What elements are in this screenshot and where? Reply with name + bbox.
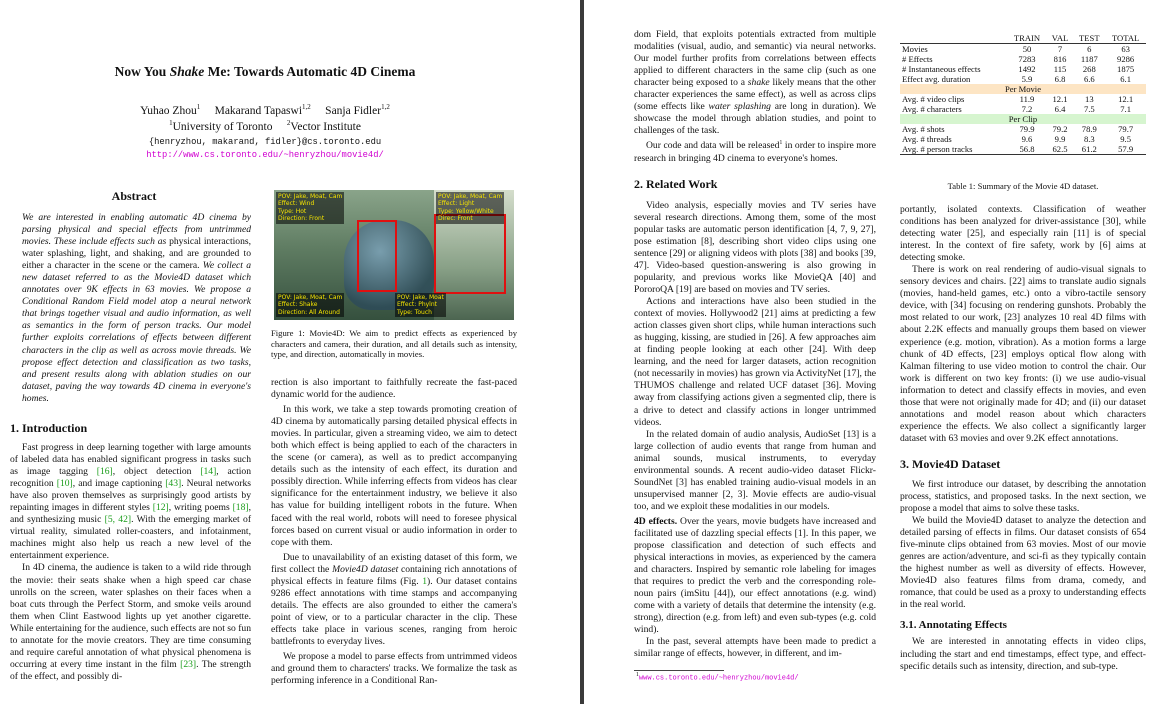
related-work-heading: 2. Related Work: [634, 176, 718, 191]
left-page: [0, 0, 580, 704]
table-cell: 115: [1053, 64, 1067, 74]
table-cell: 6.8: [1054, 74, 1066, 84]
table-cell: 1187: [1080, 54, 1098, 64]
table-cell: 61.2: [1081, 144, 1097, 154]
table-header-cell: VAL: [1051, 33, 1069, 43]
figure-1-label-bottom-left: POV: Jake, Moat, Cam Effect: Shake Direction: All Around: [278, 294, 343, 316]
footnote-url[interactable]: www.cs.toronto.edu/~henryzhou/movie4d/: [638, 674, 799, 683]
annotating-heading: 3.1. Annotating Effects: [900, 619, 1007, 632]
table-header-row: [900, 33, 1146, 44]
footnote: $^1$www.cs.toronto.edu/~henryzhou/movie4d/: [636, 672, 799, 683]
right-page: [584, 0, 1163, 704]
table-cell: 9.5: [1120, 134, 1131, 144]
intro-heading: 1. Introduction: [10, 421, 88, 435]
table-cell: 63: [1121, 44, 1130, 54]
table-header-cell: TRAIN: [1013, 33, 1041, 43]
table-cell: 57.9: [1118, 144, 1134, 154]
table-cell: 7: [1057, 44, 1063, 54]
figure-1-caption: Figure 1: Movie4D: We aim to predict effects as experienced by characters and camera, their duration, and all details such as intensity, type, and direction, automatically in movies.: [271, 328, 517, 359]
affiliations: $^1$University of Toronto $^2$Vector Institute: [169, 119, 361, 133]
summary-table: [900, 33, 1146, 155]
table-cell: 12.1: [1118, 94, 1134, 104]
table-cell: 79.7: [1118, 124, 1134, 134]
table-row: [900, 64, 1146, 74]
table-cell: Avg. # person tracks: [902, 144, 973, 154]
table-header-cell: TOTAL: [1111, 33, 1140, 43]
table-row: [900, 74, 1146, 84]
table-cell: # Effects: [902, 54, 933, 64]
table-cell: 268: [1082, 64, 1096, 74]
table-cell: 13: [1085, 94, 1094, 104]
table-row: [900, 94, 1146, 104]
table-cell: 6.1: [1120, 74, 1131, 84]
table-header-cell: TEST: [1079, 33, 1100, 43]
paper-title: Now You Shake Me: Towards Automatic 4D Cinema: [114, 64, 416, 79]
table-cell: 6.6: [1083, 74, 1095, 84]
abstract-heading: Abstract: [111, 189, 157, 203]
table-group-row: [900, 84, 1146, 94]
table-row: [900, 44, 1146, 55]
figure-1-label-top-right: POV: Jake, Moat, Cam Effect: Light Type: Yellow/White Direc: Front: [438, 193, 503, 223]
table-cell: 79.2: [1052, 124, 1068, 134]
table-header-cell: [900, 33, 1007, 44]
table-cell: Avg. # shots: [902, 124, 945, 134]
detection-box-1: [357, 220, 397, 292]
table-cell: 7.2: [1021, 104, 1033, 114]
table-cell: Movies: [902, 44, 928, 54]
table-cell: Avg. # characters: [902, 104, 962, 114]
footnote-rule: [634, 670, 724, 671]
table-cell: 9.9: [1054, 134, 1066, 144]
figure-1-image: [274, 190, 514, 320]
table-cell: 78.9: [1081, 124, 1097, 134]
author-emails: {henryzhou, makarand, fidler}@cs.toronto.edu: [148, 137, 382, 147]
table-group-label: Per Clip: [1008, 114, 1038, 124]
table-group-label: Per Movie: [1004, 84, 1042, 94]
table-cell: 6.4: [1054, 104, 1066, 114]
table-group-row: [900, 114, 1146, 124]
table-cell: 79.9: [1019, 124, 1035, 134]
right-column-1: dom Field, that exploits potentials extracted from multiple modalities (visual, audio, and semantic) via neural networks. Our model further profits from correlations between effects applied to different characters in the same clip (such as one character being exposed to a shake likely means that the other character experiences the same effect), as well as across clips (some effects like water splashing are long in duration). We showcase the model through ablation studies, and point to challenges of the task. Our code and data will be released$^1$ in order to inspire more research in bringing 4D cinema to everyone's homes. 2. Related Work Video analysis, especially movies and TV series have several research directions. Among them, some of the most popular tasks are automatic person identification [4, 7, 9, 27], pose estimation [8], describing short video clips using one sentence [29] or aligning videos with plots [38] and books [39, 47]. Video-based question-answering is also growing in popularity, and previous works like MovieQA [40] and PororoQA [19] are based on movies and TV series. Actions and interactions have also been studied in the context of movies. Hollywood2 [21] aims at predicting a few action classes given short clips, while human interactions such as hugging, kissing, are studied in [26]. A few approaches aim at finding people looking at each other [24]. With deep learning, and the need for larger datasets, action recognition (not necessarily in movies) has grown via ActivityNet [17], the THUMOS challenge and related UCF dataset [36]. Moving away from classifying actions given a segmented clip, there is a drive to detect and classify actions in longer untrimmed videos. In the related domain of audio analysis, AudioSet [13] is a large collection of audio events that range from human and animal sounds, musical instruments, to everyday environmental sounds. A recent audio-video dataset Flickr-SoundNet [3] has enabled training audio-visual models in an unsupervised manner [2, 3]. Movie effects are audio-visual too, and we exploit these modalities in our models. 4D effects. Over the years, movie budgets have increased and facilitated use of dazzling special effects [1]. In this paper, we propose classification and detection of such effects and physical interactions in movies, as experienced by the camera and characters. Inspired by semantic role labeling for images that requires to predict the verb and the corresponding role-noun pairs (imSitu [44]), our effect annotations (e.g. wind) come with a variety of details that determine the intensity (e.g. strong), direction (e.g. from left) and even sub-types (e.g. cold wind). In the past, several attempts have been made to predict a similar range of effects, however, in different, and im-: [634, 29, 877, 660]
table-cell: 7.5: [1083, 104, 1095, 114]
table-cell: 1492: [1018, 64, 1036, 74]
project-url[interactable]: http://www.cs.toronto.edu/~henryzhou/movie4d/: [146, 150, 384, 160]
table-1-caption: Table 1: Summary of the Movie 4D dataset.: [947, 181, 1099, 191]
table-cell: 8.3: [1083, 134, 1095, 144]
table-cell: 6: [1087, 44, 1092, 54]
table-cell: 5.9: [1021, 74, 1033, 84]
author-list: Yuhao Zhou$^1$ Makarand Tapaswi$^{1,2}$ Sanja Fidler$^{1,2}$: [140, 103, 390, 117]
table-cell: 7283: [1018, 54, 1036, 64]
table-cell: 1875: [1117, 64, 1135, 74]
figure-1-label-bottom-right: POV: Jake, Moat Effect: Phylnt Type: Touch: [397, 294, 444, 316]
table-row: [900, 144, 1146, 155]
table-cell: 7.1: [1120, 104, 1131, 114]
dataset-heading: 3. Movie4D Dataset: [900, 456, 1001, 471]
right-column-2: portantly, isolated contexts. Classification of weather conditions has been analyzed for driver-assistance [30], while detecting water [25], and especially rain [11] is of special interest. In the context of fire safety, work by [6] aims at detecting smoke. There is work on real rendering of audio-visual signals to sensory devices and chairs. [22] aims to translate audio signals (movies, hand-held games, etc.) onto a vibro-tactile sensory device, with [34] focusing on rendering gunshots. Probably the most related to our work, [23] analyzes 10 real 4D films with about 2.2K effects and manually groups them based on viewer experience (e.g. motion, vibration). As a motion forms a large chunk of 4D effects, [23] employs optical flow along with Kalman filtering to use video motion to control the chair. Our work is different on two key fronts: (i) we use audio-visual information to detect and classify effects in movies, and even those that were not originally made for 4D; and (ii) our dataset annotations and model reason about which characters experience the effects. We also collect a significantly larger dataset with 63 movies and over 9.2K effect annotations. 3. Movie4D Dataset We first introduce our dataset, by describing the annotation process, statistics, and proposed tasks. In the next section, we propose a model that aims to solve these tasks. We build the Movie4D dataset to analyze the detection and detailed parsing of effects in films. Our dataset consists of 654 five-minute clips obtained from 63 movies. Most of our movie genres are action/adventure, and sci-fi as they typically contain the highest number as well as diversity of effects. However, Movie4D also features films from drama, comedy, and romance, that could be used as a proxy to understanding effects in the real world. 3.1. Annotating Effects We are interested in annotating effects in video clips, including the start and end timestamps, effect type, and effect-specific details such as intensity, direction, and sub-type.: [900, 204, 1146, 672]
intro-continued: rection is also important to faithfully recreate the fast-paced dynamic world for the audience. In this work, we take a step towards promoting creation of 4D cinema by automatically parsing detailed physical effects in movies. In particular, given a streaming video, we aim to detect both which effect is being applied to each of the characters in the scene (or camera), as well as to predict accompanying details such as the intensity of each effect, its duration and possibly direction. While inferring effects from videos has clear significance for the entertainment industry, we believe it also has value for building intelligent robots in the future. When faced with the real world, robots will need to foresee physical forces based on current visual or audio information in order to cope with them. Due to unavailability of an existing dataset of this form, we first collect the Movie4D dataset containing rich annotations of physical effects in feature films (Fig. 1). Our dataset contains 9286 effect annotations with time stamps and accompanying details. The effects are also grounded to either the camera's point of view, or to a particular character in the clip. These effects take place in various scenes, ranging from heroic battlefronts to everyday lives. We propose a model to parse effects from untrimmed videos and ground them to characters' tracks. We formalize the task as performing inference in a Conditional Ran-: [271, 377, 517, 687]
table-cell: # Instantaneous effects: [902, 64, 981, 74]
table-cell: 56.8: [1019, 144, 1035, 154]
table-row: [900, 124, 1146, 134]
table-cell: 50: [1022, 44, 1032, 54]
figure-1-label-top-left: POV: Jake, Moat, Cam Effect: Wind Type: Hot Direction: Front: [278, 193, 343, 223]
detection-box-2: [434, 214, 506, 294]
table-row: [900, 54, 1146, 64]
table-cell: 9286: [1117, 54, 1135, 64]
table-row: [900, 134, 1146, 144]
table-cell: 816: [1053, 54, 1067, 64]
table-cell: 62.5: [1052, 144, 1068, 154]
abstract-body: We are interested in enabling automatic 4D cinema by parsing physical and special effects from untrimmed movies. These include effects such as physical interactions, water splashing, light, and shaking, and are grounded to either a character in the scene or the camera. We collect a new dataset referred to as the Movie4D dataset which annotates over 9K effects in 63 movies. We propose a Conditional Random Field model atop a neural network that brings together visual and audio information, as well as semantics in the form of person tracks. Our model further exploits correlations of effects between different characters in the clip as well as across movie threads. We propose effect detection and classification as two tasks, and present results along with ablation studies on our dataset, paving the way towards 4D cinema in everyone's homes.: [22, 212, 252, 404]
table-cell: Effect avg. duration: [902, 74, 971, 84]
table-cell: Avg. # video clips: [902, 94, 965, 104]
table-cell: 11.9: [1019, 94, 1035, 104]
table-row: [900, 104, 1146, 114]
table-cell: 12.1: [1052, 94, 1068, 104]
table-cell: Avg. # threads: [902, 134, 952, 144]
intro-body: Fast progress in deep learning together with large amounts of labeled data has enabled significant progress in tasks such as image tagging [16], object detection [14], action recognition [10], and image captioning [43]. Neural networks have also proven themselves as surprisingly good artists by repainting images in different styles [12], writing poems [18], and synthesizing music [5, 42]. With the emerging market of virtual reality, simulated roller-coasters, and infotainment, machines might also help us reach a new level of the entertainment experience. In 4D cinema, the audience is taken to a wild ride through the movie: their seats shake when a high speed car chase unrolls on the screen, water splashes on their faces when a boat cuts through the Perfect Storm, and smoke veils around them when Clint Eastwood lights up yet another cigarette. While entertaining for the audience, such effects are not so fun to annotate for the movie creators. They are time consuming and require careful annotation of what physical phenomena is occurring at every time instant in the film [23]. The strength of the effect, and possibly di-: [10, 442, 252, 682]
table-cell: 9.6: [1021, 134, 1033, 144]
